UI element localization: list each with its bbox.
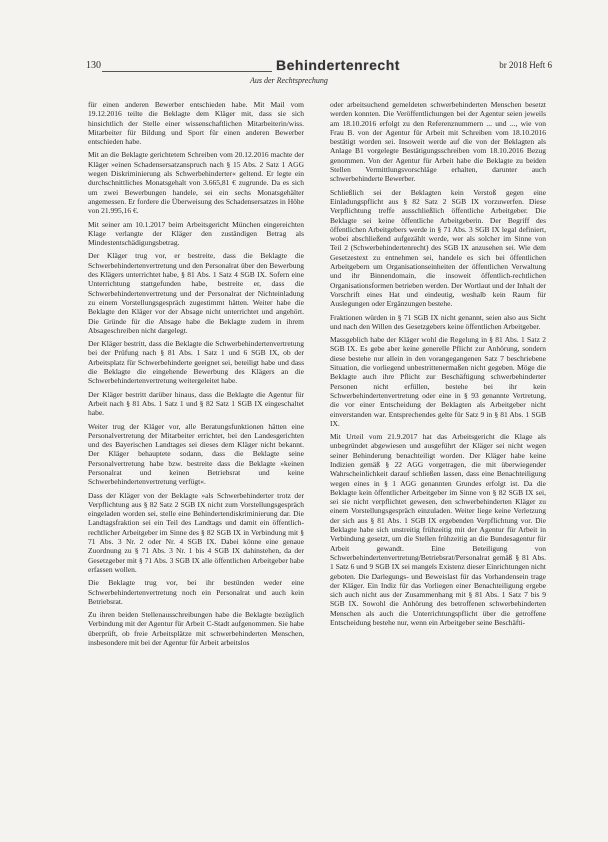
paragraph: Weiter trug der Kläger vor, alle Beratungsfunktionen hätten eine Personalvertretung der Mitarbeiter errichtet, bei den Landesgerichten und des Bayerischen Landtages sei dieses dem Kläger nicht bekannt. Der Kläger behauptete sodann, dass die Beklagte seine Personalvertretung habe bzw. bestreite dass die Beklagte »keinen Personalrat und keinen Betriebsrat und keine Schwerbehindertenvertretung verfügt«. — [88, 421, 304, 487]
journal-title: Behindertenrecht — [272, 57, 404, 73]
page-header — [86, 58, 552, 78]
paragraph: für einen anderen Bewerber entschieden habe. Mit Mail vom 19.12.2016 teilte die Beklagte dem Kläger mit, dass sie sich hinsichtlich der Stelle einer wissenschaftlichen Mitarbeiterin/wiss. Mitarbeiter für Bildung und Sport für einen anderen Bewerber entschieden habe. — [88, 100, 304, 147]
paragraph: Schließlich sei der Beklagten kein Verstoß gegen eine Einladungspflicht aus § 82 Satz 2 SGB IX vorzuwerfen. Diese Verpflichtung treffe ausschließlich öffentliche Arbeitgeber. Die Beklagte sei keine öffentliche Arbeitgeberin. Der Begriff des öffentlichen Arbeitgebers werde in § 71 Abs. 3 SGB IX legal definiert, wobei abschließend aufgezählt werde, wer als solcher im Sinne von Teil 2 (Schwerbehindertenrecht) des SGB IX anzusehen sei. Wie dem Gesetzestext zu entnehmen sei, handele es sich bei öffentlichen Arbeitgebern um Organisationseinheiten der öffentlichen Verwaltung und ihr Binnendomain, die insoweit öffentlich-rechtlichen Organisationsformen betrieben werden. Der Wortlaut und der Inhalt der Vorschrift eines Hat und eindeutig, weshalb kein Raum für Auslegungen oder Ergänzungen bestehe. — [330, 187, 546, 309]
section-title: Aus der Rechtsprechung — [250, 76, 328, 85]
paragraph: oder arbeitsuchend gemeldeten schwerbehinderten Menschen besetzt werden konnten. Die Veröffentlichungen bei der Agentur seien jeweils am 18.10.2016 erfolgt zu den Referenznummern ... und ..., wie von Frau B. von der Agentur für Arbeit mit Schreiben vom 18.10.2016 bestätigt worden sei. Insoweit werde auf die von der Beklagten als Anlage B1 vorgelegte Bestätigungsschreiben vom 18.10.2016 Bezug genommen. Von der Agentur für Arbeit habe die Beklagte zu beiden Stellen Vermittlungsvorschläge erhalten, darunter auch schwerbehinderte Bewerber. — [330, 100, 546, 184]
paragraph: Die Beklagte trug vor, bei ihr bestünden weder eine Schwerbehindertenvertretung noch ein Personalrat und auch kein Betriebsrat. — [88, 578, 304, 606]
paragraph: Der Kläger trug vor, er bestreite, dass die Beklagte die Schwerbehindertenvertretung und den Personalrat über den Bewerbung des Klägers unterrichtet habe, § 81 Abs. 1 Satz 4 SGB IX. Sofern eine Unterrichtung stattgefunden habe, bestreite er, dass die Schwerbehindertenvertretung und der Personalrat der Nichteinladung zu einem Vorstellungsgespräch zugestimmt hätten. Weiter habe die Beklagte den Kläger vor der Absage nicht unterrichtet und angehört. Die Gründe für die Absage habe die Beklagte zudem in ihrem Absageschreiben nicht dargelegt. — [88, 251, 304, 335]
paragraph: Dass der Kläger von der Beklagte »als Schwerbehinderter trotz der Verpflichtung aus § 82 Satz 2 SGB IX nicht zum Vorstellungsgespräch eingeladen worden sei, stelle eine Behindertendiskriminierung dar. Die Landtagsfraktion sei ein Teil des Landtags und damit ein öffentlich-rechtlicher Arbeitgeber im Sinne des § 82 SGB IX in Verbindung mit § 71 Abs. 3 Nr. 2 oder Nr. 4 SGB IX. Dabei könne eine genaue Zuordnung zu § 71 Abs. 3 Nr. 1 bis 4 SGB IX dahinstehen, da der Gesetzgeber mit § 71 Abs. 3 SGB IX alle öffentlichen Arbeitgeber habe erfassen wollen. — [88, 490, 304, 574]
paragraph: Mit Urteil vom 21.9.2017 hat das Arbeitsgericht die Klage als unbegründet abgewiesen und ausgeführt der Kläger sei nicht wegen seiner Behinderung benachteiligt worden. Der Kläger habe keine Indizien gemäß § 22 AGG vorgetragen, die mit überwiegender Wahrscheinlichkeit darauf schließen lassen, dass eine Benachteiligung wegen eines in § 1 AGG genannten Grundes erfolgt ist. Da die Beklagte kein öffentlicher Arbeitgeber im Sinne von § 82 SGB IX sei, sei sie nicht verpflichtet gewesen, den schwerbehinderten Kläger zu einem Vorstellungsgespräch einzuladen. Weiter liege keine Verletzung der sich aus § 81 Abs. 1 SGB IX ergebenden Verpflichtung vor. Die Beklagte habe sich unstreitig frühzeitig mit der Agentur für Arbeit in Verbindung gesetzt, um die Stellen frühzeitig an die Bundesagentur für Arbeit gewandt. Eine Beteiligung von Schwerbehindertenvertretung/Betriebsrat/Personalrat gemäß § 81 Abs. 1 Satz 6 und 9 SGB IX sei mangels Existenz dieser Einrichtungen nicht geboten. Die Darlegungs- und Beweislast für das Vorhandensein trage der Kläger. Ein Indiz für das Vorliegen einer Benachteiligung ergebe sich auch nicht aus der Zusammenhang mit § 81 Abs. 1 Satz 7 bis 9 SGB IX. Sowohl die Anhörung des betroffenen schwerbehinderten Menschen als auch die Unterrichtungspflicht über die getroffene Entscheidung bestehe nur, wenn ein Arbeitgeber seine Beschäfti- — [330, 432, 546, 628]
paragraph: Der Kläger bestritt, dass die Beklagte die Schwerbehindertenvertretung bei der Prüfung nach § 81 Abs. 1 Satz 1 und 6 SGB IX, ob der Arbeitsplatz für Schwerbehinderte geeignet sei, beteiligt habe und dass die Beklagte die eingehende Bewerbung des Klägers an die Schwerbehindertenvertretung weitergeleitet habe. — [88, 339, 304, 386]
page-number: 130 — [86, 60, 101, 71]
paragraph: Mit an die Beklagte gerichtetem Schreiben vom 20.12.2016 machte der Kläger »einen Schadensersatzanspruch nach § 15 Abs. 2 Satz 1 AGG wegen Diskriminierung als Schwerbehinderter« geltend. Er legte ein durchschnittliches Monatsgehalt von 3.665,81 € zugrunde. Da es sich um zwei Bewerbungen handele, sei ein sechs Monatsgehälter angemessen. Er fordere die Überweisung des Schadensersatzes in Höhe von 21.995,16 €. — [88, 150, 304, 216]
paragraph: Der Kläger bestritt darüber hinaus, dass die Beklagte die Agentur für Arbeit nach § 81 Abs. 1 Satz 1 und § 82 Satz 1 SGB IX eingeschaltet habe. — [88, 389, 304, 418]
issue-label: br 2018 Heft 6 — [499, 60, 552, 70]
paragraph: Massgeblich habe der Kläger wohl die Regelung in § 81 Abs. 1 Satz 2 SGB IX. Es gebe aber keine generelle Pflicht zur Anhörung, sondern diese bestehe nur allein in den vorangegangenen Satz 7 beschriebene Situation, die vorliegend unbestrittenermaßen nicht gegeben. Möge die Beklagte auch ihre Pflicht zur Beschäftigung schwerbehinderter Personen nicht erfüllen, bestehe bei ihr kein Schwerbehindertenvertretung oder eine in § 93 genannte Vertretung, die vor einer Entscheidung der Beklagten als Arbeitgeber nicht einverstanden war. Entsprechendes gelte für Satz 9 in § 81 Abs. 1 SGB IX. — [330, 335, 546, 428]
left-column — [88, 100, 304, 651]
right-column — [330, 100, 546, 631]
paragraph: Fraktionen würden in § 71 SGB IX nicht genannt, seien also aus Sicht und nach den Willen des Gesetzgebers keine öffentlichen Arbeitgeber. — [330, 312, 546, 331]
paragraph: Mit seiner am 10.1.2017 beim Arbeitsgericht München eingereichten Klage verlangte der Kläger den zuständigen Betrag als Mindestentschädigungsbetrag. — [88, 219, 304, 248]
paragraph: Zu ihren beiden Stellenausschreibungen habe die Beklagte bezüglich Verbindung mit der Agentur für Arbeit C-Stadt aufgenommen. Sie habe überprüft, ob freie Arbeitsplätze mit schwerbehinderten Menschen, insbesondere mit bei der Agentur für Arbeit arbeitslos — [88, 610, 304, 648]
